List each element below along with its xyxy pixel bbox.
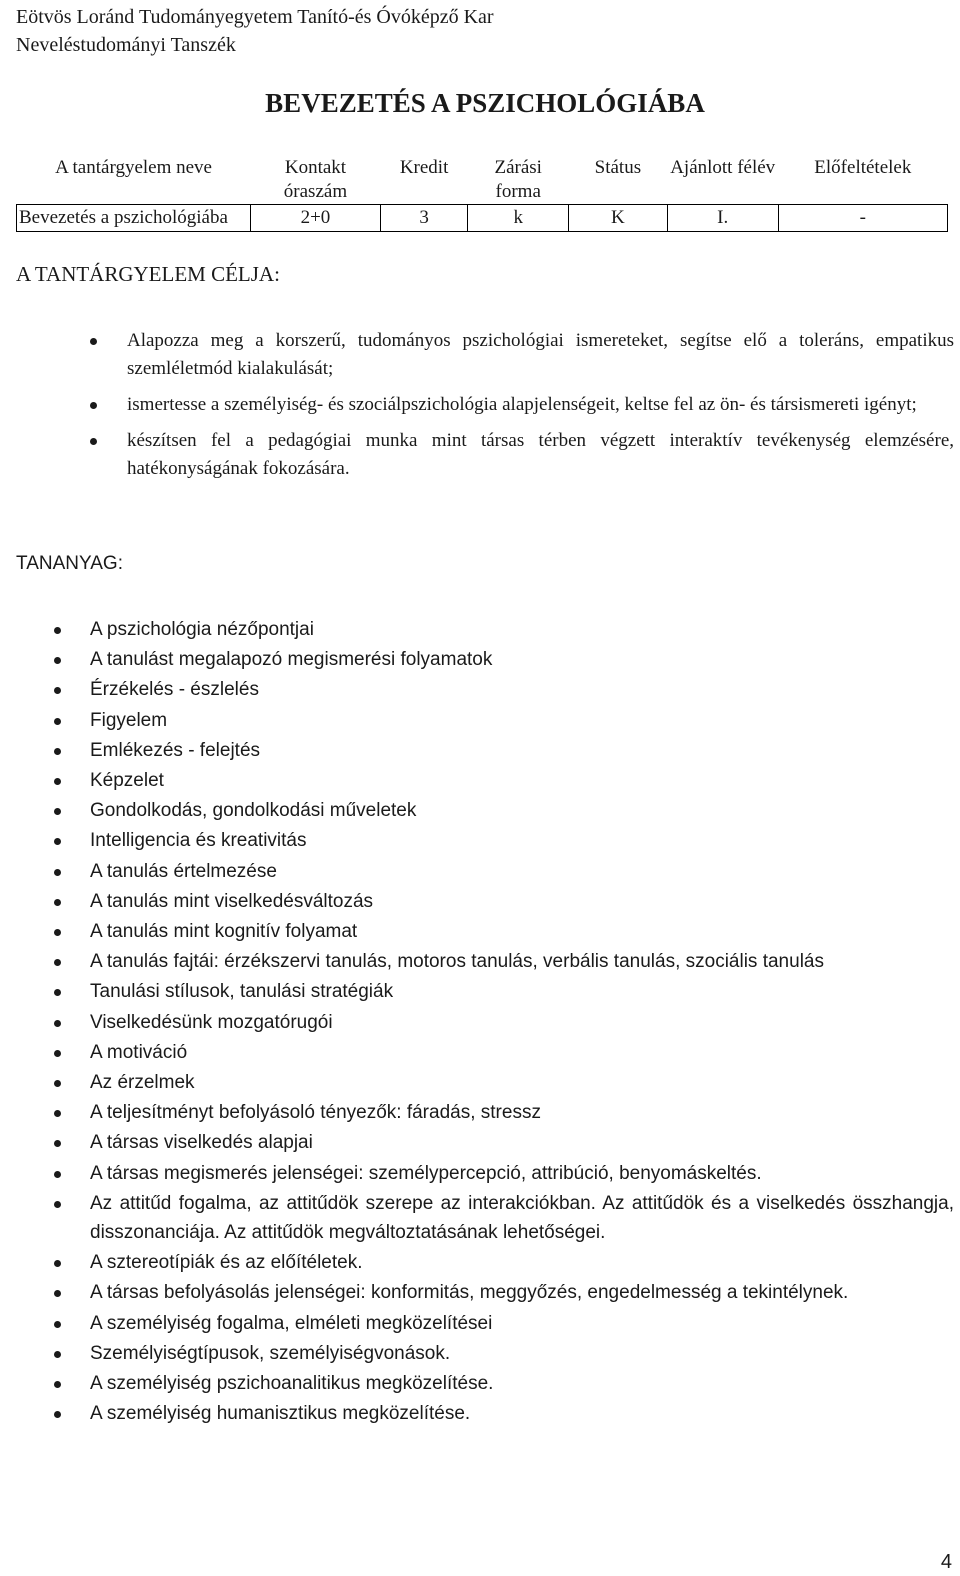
- topic-item: [90, 1098, 954, 1127]
- bullet-icon: [54, 989, 61, 996]
- bullet-icon: [90, 402, 97, 409]
- topics-list: [90, 615, 954, 1429]
- topic-text: A tanulás mint viselkedésváltozás: [90, 890, 374, 912]
- topic-text: Az attitűd fogalma, az attitűdök szerepe az interakciókban. Az attitűdök és a viselkedés összhangja, disszonanciája. Az attitűdök megváltoztatásának lehetőségei.: [90, 1192, 954, 1244]
- content-heading: TANANYAG:: [16, 553, 123, 574]
- bullet-icon: [90, 338, 97, 345]
- goal-item: [127, 427, 954, 483]
- topic-item: [90, 1278, 954, 1307]
- header-cell: A tantárgyelem neve: [55, 157, 212, 178]
- topic-text: Viselkedésünk mozgatórugói: [90, 1011, 333, 1033]
- header-cell: Ajánlott félév: [670, 157, 776, 178]
- goal-item: [127, 327, 954, 383]
- header-cell: Zárási forma: [494, 157, 542, 202]
- topic-item: [90, 947, 954, 976]
- topic-text: A motiváció: [90, 1041, 188, 1063]
- bullet-icon: [54, 1260, 61, 1267]
- header-cell: Kredit: [399, 157, 449, 178]
- bullet-icon: [54, 1381, 61, 1388]
- bullet-icon: [90, 438, 97, 445]
- topic-text: A tanulás fajtái: érzékszervi tanulás, motoros tanulás, verbális tanulás, szociális tanulás: [90, 951, 824, 973]
- topic-text: Érzékelés - észlelés: [90, 679, 259, 701]
- data-cell: I.: [667, 205, 778, 232]
- topic-text: A társas viselkedés alapjai: [90, 1132, 313, 1154]
- topic-item: [90, 826, 954, 855]
- header-cell: Előfeltételek: [814, 157, 912, 178]
- topic-item: [90, 1189, 954, 1247]
- topic-text: Gondolkodás, gondolkodási műveletek: [90, 800, 417, 822]
- topic-item: [90, 1369, 954, 1398]
- topic-item: [90, 1309, 954, 1338]
- topic-text: Emlékezés - felejtés: [90, 739, 261, 761]
- topic-text: Képzelet: [90, 770, 164, 792]
- topic-text: A tanulás értelmezése: [90, 860, 277, 882]
- bullet-icon: [54, 1411, 61, 1418]
- bullet-icon: [54, 1290, 61, 1297]
- institution-name: Eötvös Loránd Tudományegyetem Tanító-és Óvóképző Kar: [16, 6, 494, 28]
- bullet-icon: [54, 899, 61, 906]
- topic-text: A tanulást megalapozó megismerési folyamatok: [90, 649, 493, 671]
- topic-text: A társas befolyásolás jelenségei: konformitás, meggyőzés, engedelmesség a tekintélynek.: [90, 1282, 849, 1304]
- topic-item: [90, 615, 954, 644]
- bullet-icon: [54, 748, 61, 755]
- header-cell: Státus: [594, 157, 642, 178]
- topic-item: [90, 887, 954, 916]
- topic-item: [90, 1248, 954, 1277]
- header-cell: Kontakt óraszám: [283, 157, 348, 202]
- topic-text: A személyiség fogalma, elméleti megközelítései: [90, 1312, 493, 1334]
- goal-text: Alapozza meg a korszerű, tudományos pszichológiai ismereteket, segítse elő a toleráns, empatikus szemléletmód kialakulását;: [127, 330, 954, 379]
- topic-item: [90, 1159, 954, 1188]
- topic-text: A teljesítményt befolyásoló tényezők: fáradás, stressz: [90, 1102, 541, 1124]
- page-title: BEVEZETÉS A PSZICHOLÓGIÁBA: [265, 88, 705, 118]
- bullet-icon: [54, 838, 61, 845]
- data-cell: 2+0: [251, 205, 381, 232]
- data-cell: K: [569, 205, 668, 232]
- bullet-icon: [54, 929, 61, 936]
- goals-list: [127, 327, 954, 491]
- topic-item: [90, 706, 954, 735]
- data-cell: Bevezetés a pszichológiába: [17, 205, 251, 232]
- data-cell: -: [778, 205, 947, 232]
- bullet-icon: [54, 1321, 61, 1328]
- bullet-icon: [54, 1020, 61, 1027]
- topic-text: Az érzelmek: [90, 1072, 195, 1094]
- topic-text: A személyiség humanisztikus megközelítése.: [90, 1403, 471, 1425]
- bullet-icon: [54, 1080, 61, 1087]
- bullet-icon: [54, 1050, 61, 1057]
- topic-text: A sztereotípiák és az előítéletek.: [90, 1252, 363, 1274]
- bullet-icon: [54, 657, 61, 664]
- bullet-icon: [54, 1201, 61, 1208]
- topic-text: Figyelem: [90, 709, 168, 731]
- goals-heading: A TANTÁRGYELEM CÉLJA:: [16, 262, 280, 286]
- course-table-header-row: [17, 156, 948, 205]
- bullet-icon: [54, 718, 61, 725]
- goal-item: [127, 391, 954, 419]
- topic-item: [90, 1399, 954, 1428]
- topic-text: Intelligencia és kreativitás: [90, 830, 307, 852]
- bullet-icon: [54, 959, 61, 966]
- topic-item: [90, 1008, 954, 1037]
- data-cell: k: [468, 205, 569, 232]
- bullet-icon: [54, 869, 61, 876]
- bullet-icon: [54, 1171, 61, 1178]
- bullet-icon: [54, 627, 61, 634]
- topic-item: [90, 1068, 954, 1097]
- topic-item: [90, 1128, 954, 1157]
- page-number: 4: [940, 1551, 952, 1573]
- topic-item: [90, 917, 954, 946]
- data-cell: 3: [380, 205, 468, 232]
- department-name: Neveléstudományi Tanszék: [16, 34, 236, 56]
- topic-text: A pszichológia nézőpontjai: [90, 619, 314, 640]
- bullet-icon: [54, 687, 61, 694]
- bullet-icon: [54, 778, 61, 785]
- course-table-data-row: [17, 205, 948, 232]
- topic-item: [90, 736, 954, 765]
- topic-text: A személyiség pszichoanalitikus megközelítése.: [90, 1373, 494, 1395]
- topic-item: [90, 857, 954, 886]
- goal-text: készítsen fel a pedagógiai munka mint társas térben végzett interaktív tevékenység elemzésére, hatékonyságának fokozására.: [127, 430, 954, 479]
- topic-item: [90, 1339, 954, 1368]
- topic-text: A társas megismerés jelenségei: személypercepció, attribúció, benyomáskeltés.: [90, 1162, 762, 1184]
- bullet-icon: [54, 1140, 61, 1147]
- goal-text: ismertesse a személyiség- és szociálpszichológia alapjelenségeit, keltse fel az ön- és társismereti igényt;: [127, 394, 917, 415]
- topic-text: Személyiségtípusok, személyiségvonások.: [90, 1342, 451, 1364]
- bullet-icon: [54, 808, 61, 815]
- topic-item: [90, 766, 954, 795]
- topic-text: A tanulás mint kognitív folyamat: [90, 921, 358, 943]
- topic-item: [90, 675, 954, 704]
- topic-text: Tanulási stílusok, tanulási stratégiák: [90, 981, 394, 1003]
- topic-item: [90, 977, 954, 1006]
- course-table: [16, 156, 948, 232]
- topic-item: [90, 796, 954, 825]
- topic-item: [90, 1038, 954, 1067]
- topic-item: [90, 645, 954, 674]
- bullet-icon: [54, 1351, 61, 1358]
- bullet-icon: [54, 1110, 61, 1117]
